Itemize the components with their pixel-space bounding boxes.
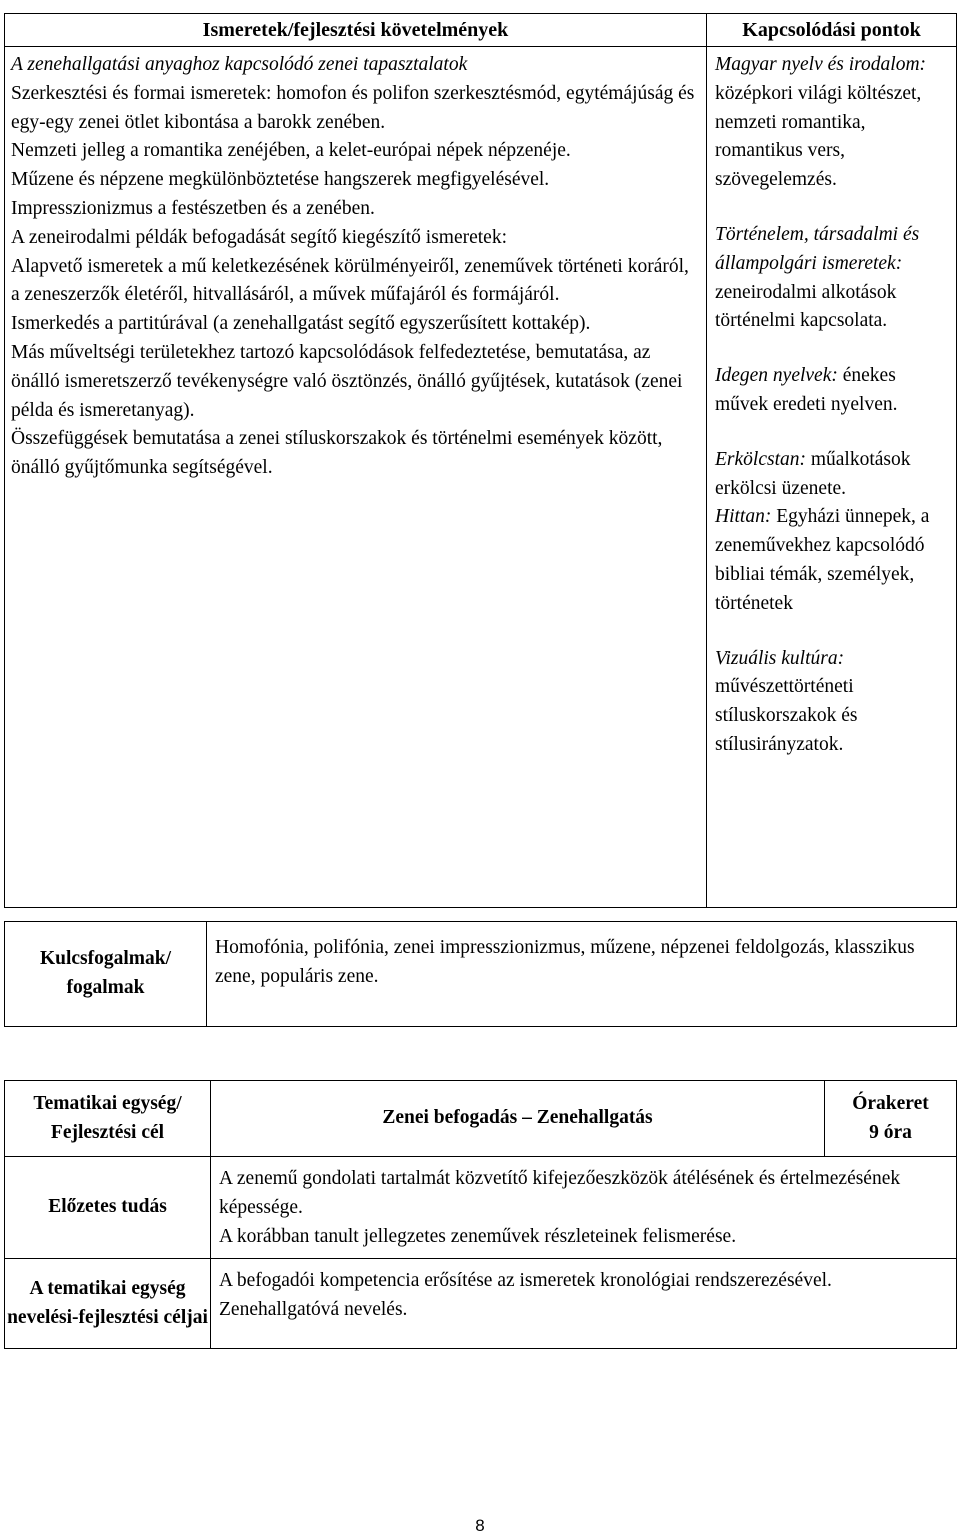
connection-2 — [715, 362, 950, 420]
requirement-paragraph-1: Szerkesztési és formai ismeretek: homofon és polifon szerkesztésmód, egytémájúság és egy-egy zenei ötlet kibontása a barokk zenében. — [11, 82, 695, 133]
connection-subject: Vizuális kultúra: — [715, 647, 845, 669]
requirement-paragraph-2: Nemzeti jelleg a romantika zenéjében, a kelet-európai népek népzenéje. — [11, 140, 571, 162]
hours-label: Órakeret — [852, 1092, 929, 1114]
requirement-paragraph-8: Más műveltségi területekhez tartozó kapcsolódások felfedeztetése, bemutatása, az önálló ismeretszerző tevékenységre való ösztönzés, önálló gyűjtések, kutatások (zenei példa és ismeretanyag). — [11, 341, 683, 421]
requirement-paragraph-3: Műzene és népzene megkülönböztetése hangszerek megfigyelésével. — [11, 169, 550, 191]
connection-3 — [715, 446, 950, 504]
goals-label: A tematikai egység nevelési-fejlesztési céljai — [5, 1259, 211, 1349]
prior-knowledge-line-0: A zenemű gondolati tartalmát közvetítő kifejezőeszközök átélésének és értelmezésének képessége. — [219, 1168, 901, 1218]
connection-text: zeneirodalmi alkotások történelmi kapcsolata. — [715, 281, 897, 332]
unit-label: Tematikai egység/ Fejlesztési cél — [5, 1081, 211, 1157]
connection-text: énekes művek eredeti nyelven. — [715, 365, 898, 415]
hours-cell — [825, 1081, 957, 1157]
requirement-paragraph-5: A zeneirodalmi példák befogadását segítő kiegészítő ismeretek: — [11, 226, 507, 248]
requirements-table — [4, 13, 957, 908]
connection-subject: Hittan: — [715, 506, 772, 528]
connection-text: középkori világi költészet, nemzeti romantika, romantikus vers, szövegelemzés. — [715, 82, 922, 191]
thematic-unit-table — [4, 1080, 957, 1349]
header-connections: Kapcsolódási pontok — [707, 14, 957, 47]
connection-text: Egyházi ünnepek, a zeneművekhez kapcsolódó bibliai témák, személyek, történetek — [715, 506, 930, 614]
requirements-content — [5, 47, 707, 908]
connection-4 — [715, 503, 950, 618]
connection-0 — [715, 51, 950, 195]
prior-knowledge-content — [211, 1157, 957, 1259]
key-concepts-table — [4, 921, 957, 1027]
requirement-paragraph-6: Alapvető ismeretek a mű keletkezésének körülményeiről, zeneművek történeti koráról, a zeneszerzők életéről, hitvallásáról, a művek műfajáról és formájáról. — [11, 255, 689, 306]
requirement-paragraph-7: Ismerkedés a partitúrával (a zenehallgatást segítő egyszerűsített kottakép). — [11, 313, 591, 335]
connection-text: műalkotások erkölcsi üzenete. — [715, 448, 911, 499]
requirement-paragraph-9: Összefüggések bemutatása a zenei stíluskorszakok és történelmi események között, önálló gyűjtőmunka segítségével. — [11, 428, 663, 479]
key-concepts-text: Homofónia, polifónia, zenei impresszionizmus, műzene, népzenei feldolgozás, klasszikus zene, populáris zene. — [207, 922, 957, 1027]
connection-1 — [715, 221, 950, 336]
prior-knowledge-label: Előzetes tudás — [5, 1157, 211, 1259]
unit-title: Zenei befogadás – Zenehallgatás — [211, 1081, 825, 1157]
connections-content — [707, 47, 957, 908]
hours-value: 9 óra — [869, 1121, 912, 1143]
connection-text: művészettörténeti stíluskorszakok és stílusirányzatok. — [715, 676, 858, 755]
connection-subject: Idegen nyelvek: — [715, 365, 838, 387]
connection-subject: Erkölcstan: — [715, 448, 806, 470]
header-requirements: Ismeretek/fejlesztési követelmények — [5, 14, 707, 47]
requirement-paragraph-4: Impresszionizmus a festészetben és a zenében. — [11, 197, 375, 219]
connection-subject: Magyar nyelv és irodalom: — [715, 54, 927, 75]
requirement-paragraph-0: A zenehallgatási anyaghoz kapcsolódó zenei tapasztalatok — [11, 54, 468, 75]
key-concepts-label: Kulcsfogalmak/ fogalmak — [5, 922, 207, 1027]
connection-subject: Történelem, társadalmi és állampolgári ismeretek: — [715, 223, 920, 274]
prior-knowledge-line-1: A korábban tanult jellegzetes zeneművek részleteinek felismerése. — [219, 1225, 737, 1247]
goals-content: A befogadói kompetencia erősítése az ismeretek kronológiai rendszerezésével. Zenehallgatóvá nevelés. — [211, 1259, 957, 1349]
page-number: 8 — [475, 1516, 485, 1535]
connection-5 — [715, 645, 950, 760]
